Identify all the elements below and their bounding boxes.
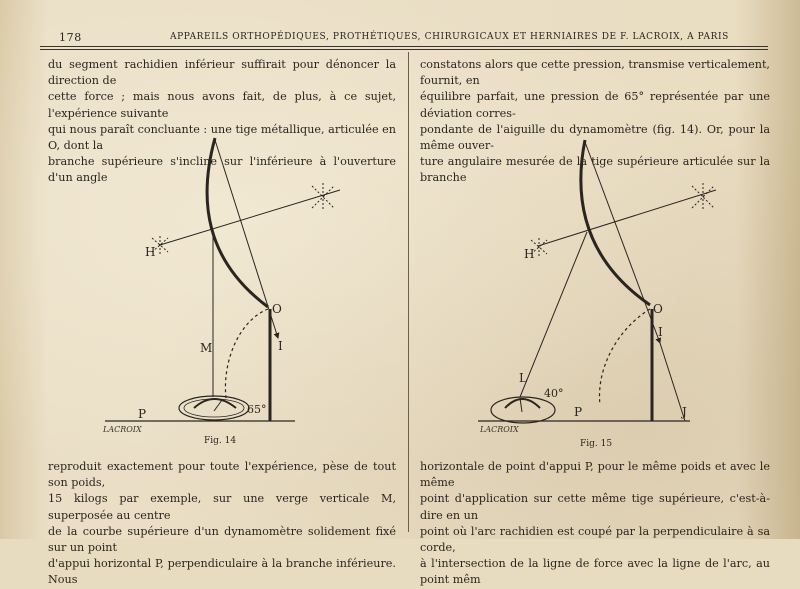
dynamometer-needle bbox=[214, 400, 222, 411]
text-line: pondante de l'aiguille du dynamomètre (fig. 14). Or, pour la même ouver- bbox=[420, 122, 770, 153]
figure-14 bbox=[105, 138, 340, 421]
text-line: à l'intersection de la ligne de force avec la ligne de l'arc, au point mêm bbox=[420, 557, 770, 587]
engraver-signature: LACROIX bbox=[103, 425, 142, 434]
label-m: M bbox=[200, 341, 213, 355]
force-line bbox=[160, 190, 340, 245]
label-j: J bbox=[682, 405, 687, 419]
figure-15 bbox=[478, 140, 716, 423]
dynamometer bbox=[491, 397, 555, 423]
label-p: P bbox=[574, 405, 583, 419]
figure-caption: Fig. 14 bbox=[204, 436, 237, 446]
figure-caption: Fig. 15 bbox=[580, 439, 613, 449]
text-line: de la courbe supérieure d'un dynamomètre solidement fixé sur un point bbox=[48, 524, 396, 555]
dynamometer-dial bbox=[505, 399, 540, 408]
text-line: équilibre parfait, une pression de 65° représentée par une déviation corres- bbox=[420, 90, 770, 120]
label-l: L bbox=[519, 371, 527, 385]
engraver-signature: LACROIX bbox=[480, 425, 519, 434]
cross-mark bbox=[312, 183, 334, 211]
label-h: H bbox=[145, 245, 156, 259]
text-line: ture angulaire mesurée de la tige supérieure articulée sur la branche bbox=[420, 155, 770, 185]
label-o: O bbox=[272, 302, 282, 316]
chord-line bbox=[215, 140, 278, 338]
dotted-arc bbox=[225, 309, 268, 398]
dotted-arc bbox=[599, 309, 650, 405]
label-h: H bbox=[524, 247, 535, 261]
text-line: reproduit exactement pour toute l'expérience, pèse de tout son poids, bbox=[48, 460, 396, 490]
label-angle: 40° bbox=[544, 387, 564, 400]
text-line: point d'application sur cette même tige supérieure, c'est-à-dire en un bbox=[420, 492, 770, 522]
text-line: cette force ; mais nous avons fait, de plus, à ce sujet, l'expérience suivante bbox=[48, 90, 396, 120]
text-line: d'appui horizontal P, perpendiculaire à la branche inférieure. Nous bbox=[48, 557, 396, 587]
page-number: 178 bbox=[59, 31, 82, 44]
text-line: du segment rachidien inférieur suffirait pour dénoncer la direction de bbox=[48, 58, 396, 88]
text-line: 15 kilogs par exemple, sur une verge verticale M, superposée au centre bbox=[48, 492, 396, 522]
chord-line bbox=[585, 142, 660, 343]
dynamometer-needle bbox=[520, 398, 522, 412]
text-line: constatons alors que cette pression, transmise verticalement, fournit, en bbox=[420, 58, 770, 88]
label-angle: 65° bbox=[247, 403, 267, 416]
text-line: horizontale de point d'appui P, pour le même poids et avec le même bbox=[420, 460, 770, 490]
label-o: O bbox=[653, 302, 663, 316]
text-line: branche supérieure s'incline sur l'inférieure à l'ouverture d'un angle bbox=[48, 155, 396, 185]
label-p: P bbox=[138, 407, 147, 421]
force-line bbox=[538, 190, 716, 246]
label-i: I bbox=[278, 339, 283, 353]
running-head: APPAREILS ORTHOPÉDIQUES, PROTHÉTIQUES, CHIRURGICAUX ET HERNIAIRES DE F. LACROIX, A PARIS bbox=[170, 32, 729, 42]
label-i: I bbox=[658, 325, 663, 339]
text-line: qui nous paraît concluante : une tige métallique, articulée en O, dont la bbox=[48, 122, 396, 153]
text-line: point où l'arc rachidien est coupé par la perpendiculaire à sa corde, bbox=[420, 524, 770, 555]
spinal-arc bbox=[207, 138, 268, 307]
